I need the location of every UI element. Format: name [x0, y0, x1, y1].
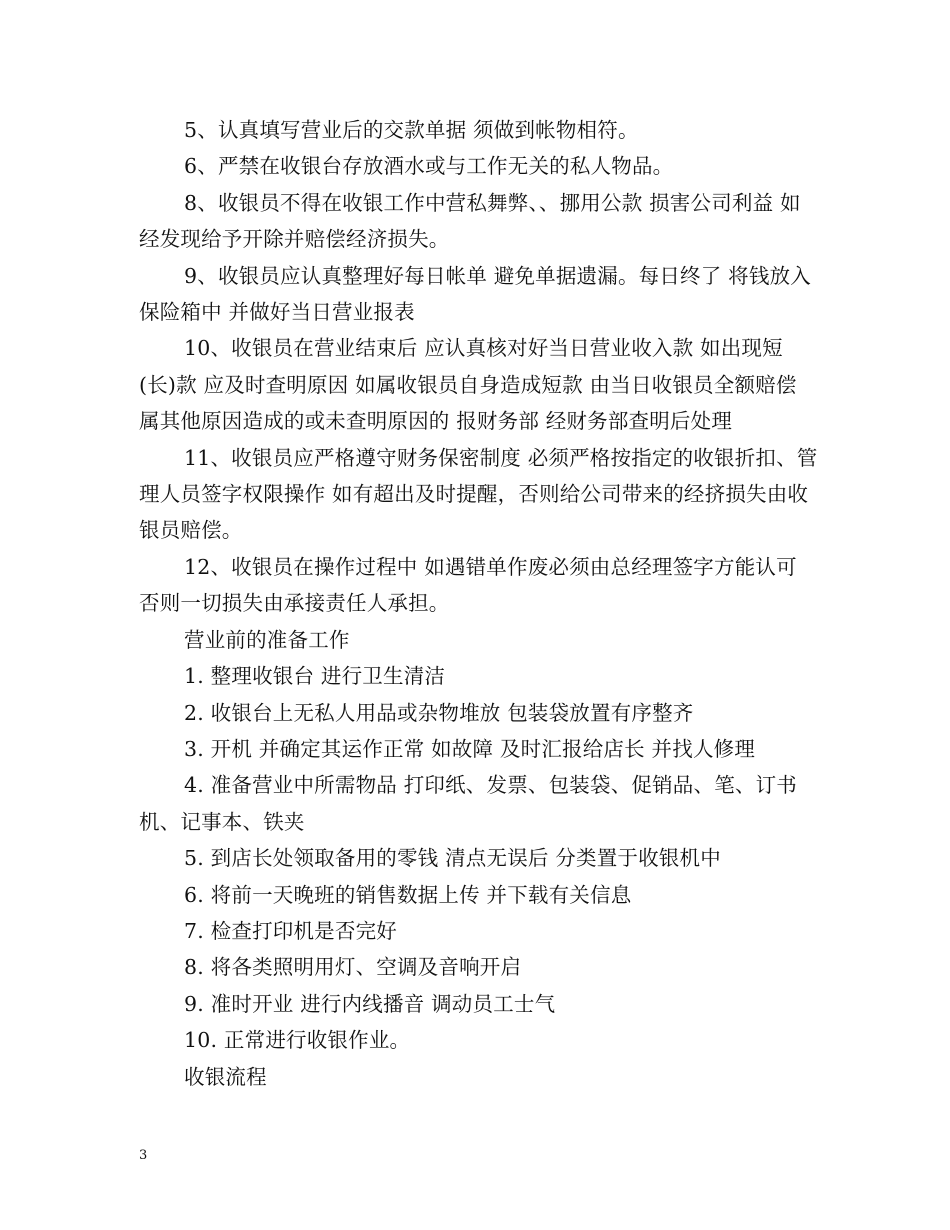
prep-step-1: 1. 整理收银台 进行卫生清洁: [184, 664, 446, 689]
prep-step-3: 3. 开机 并确定其运作正常 如故障 及时汇报给店长 并找人修理: [184, 736, 756, 761]
paragraph-rule-5: 5、认真填写营业后的交款单据 须做到帐物相符。: [184, 118, 639, 142]
prep-step-10: 10. 正常进行收银作业。: [184, 1028, 411, 1053]
prep-step-2: 2. 收银台上无私人用品或杂物堆放 包装袋放置有序整齐: [184, 700, 694, 725]
prep-step-6: 6. 将前一天晚班的销售数据上传 并下载有关信息: [184, 882, 632, 907]
paragraph-rule-11: 11、收银员应严格遵守财务保密制度 必须严格按指定的收银折扣、管理人员签字权限操作 如有超出及时提醒，否则给公司带来的经挤损失由收银员赔偿。: [139, 445, 818, 543]
paragraph-rule-10: 10、收银员在营业结束后 应认真核对好当日营业收入款 如出现短(长)款 应及时查明原因 如属收银员自身造成短款 由当日收银员全额赔偿 属其他原因造成的或未查明原因的 报财务部 经财务部查明后处理: [139, 336, 797, 434]
prep-step-9: 9. 准时开业 进行内线播音 调动员工士气: [184, 991, 556, 1016]
section-heading-preparation: 营业前的准备工作: [184, 627, 350, 652]
prep-step-4: 4. 准备营业中所需物品 打印纸、发票、包装袋、促销品、笔、订书机、记事本、铁夹: [139, 773, 797, 834]
document-body: [139, 112, 819, 1095]
page-number: 3: [139, 1148, 148, 1163]
prep-step-8: 8. 将各类照明用灯、空调及音响开启: [184, 955, 522, 980]
paragraph-rule-8: 8、收银员不得在收银工作中营私舞弊、、挪用公款 损害公司利益 如经发现给予开除并赔偿经济损失。: [139, 190, 801, 252]
prep-step-7: 7. 检查打印机是否完好: [184, 918, 397, 943]
paragraph-rule-6: 6、严禁在收银台存放酒水或与工作无关的私人物品。: [184, 154, 674, 179]
section-heading-cashier-process: 收银流程: [184, 1064, 267, 1089]
paragraph-rule-12: 12、收银员在操作过程中 如遇错单作废必须由总经理签字方能认可 否则一切损失由承接责任人承担。: [139, 554, 797, 616]
paragraph-rule-9: 9、收银员应认真整理好每日帐单 避免单据遗漏。每日终了 将钱放入保险箱中 并做好当日营业报表: [139, 263, 811, 325]
prep-step-5: 5. 到店长处领取备用的零钱 清点无误后 分类置于收银机中: [184, 846, 721, 871]
